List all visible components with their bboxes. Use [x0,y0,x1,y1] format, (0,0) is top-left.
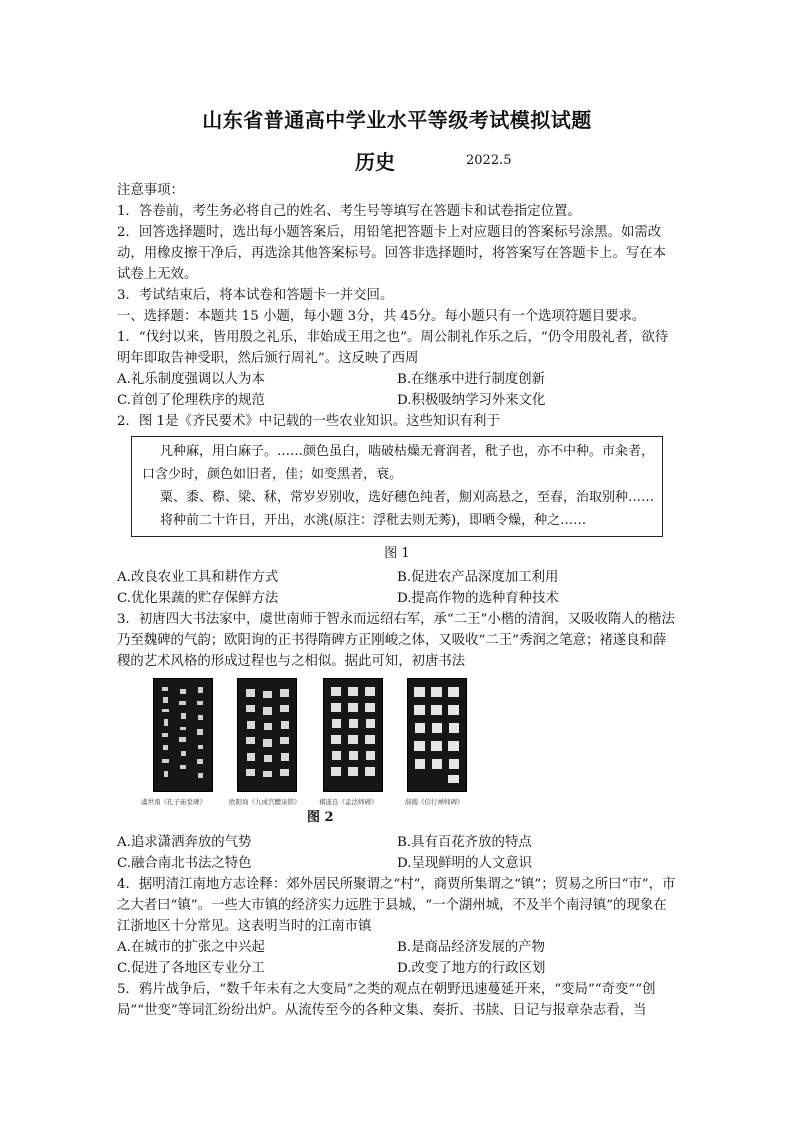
quote-line-2: 口含少时，颜色如旧者，佳；如变黑者，衰。 [142,467,403,482]
stele-caption-1: 虞世南《孔子庙堂碑》 [141,798,206,806]
question-3-option-b: B.具有百花齐放的特点 [397,835,532,850]
figure-1-quote-box [131,436,663,537]
question-3-options-row-2 [117,853,677,874]
question-2-option-b: B.促进农产品深度加工利用 [397,570,559,585]
question-1-option-d: D.积极吸纳学习外来文化 [397,393,546,408]
stele-caption-2: 欧阳询《九成宫醴泉铭》 [229,798,301,806]
quote-line-4: 将种前二十许日，开出，水洮(原注：浮秕去则无莠)，即晒令燥，种之…… [160,513,587,528]
question-2-options-row-1 [117,567,677,588]
figure-2-steles [117,678,677,806]
stele-image-4 [407,678,467,792]
question-1-option-c: C.首创了伦理秩序的规范 [117,393,265,408]
question-2-option-d: D.提高作物的选种育种技术 [397,591,559,606]
exam-title: 山东省普通高中学业水平等级考试模拟试题 [202,108,592,132]
quote-line-3: 粟、黍、穄、梁、秫，常岁岁别收，选好穗色纯者，劁刈高悬之，至春，治取别种…… [160,490,654,505]
exam-date: 2022.5 [466,153,512,168]
notice-item-1: 1．答卷前，考生务必将自己的姓名、考生号等填写在答题卡和试卷指定位置。 [117,204,581,219]
stele-image-2 [237,678,297,792]
figure-1-label: 图 1 [384,546,410,561]
notice-item-3: 3．考试结束后，将本试卷和答题卡一并交回。 [117,288,394,303]
notice-item-2: 2．回答选择题时，选出每小题答案后，用铅笔把答题卡上对应题目的答案标号涂黑。如需改动，用橡皮擦干净后，再选涂其他答案标号。回答非选择题时，将答案写在答题卡上。写在本试卷上无效。 [117,225,667,282]
subject-name: 历史 [355,150,395,174]
section-heading: 一、选择题：本题共 15 小题，每小题 3分，共 45分。每小题只有一个选项符题目要求。 [117,309,646,324]
question-2-option-c: C.优化果蔬的贮存保鲜方法 [117,591,279,606]
question-3-option-a: A.追求潇洒奔放的气势 [117,835,252,850]
question-5-stem: 5．鸦片战争后，“数千年未有之大变局”之类的观点在朝野迅速蔓延开来，“变局”“奇变”“创局”“世变”等词汇纷纷出炉。从流传至今的各种文集、奏折、书牍、日记与报章杂志看，当 [117,982,656,1018]
quote-line-1: 凡种麻，用白麻子。……颜色虽白，啮破枯燥无膏润者，秕子也，亦不中种。市籴者， [160,444,654,459]
question-1-options-row-2 [117,390,677,411]
stele-caption-3: 褚遂良《孟法师碑》 [319,798,378,806]
stele-image-1 [153,678,213,792]
question-4-options-row-2 [117,958,677,979]
question-1-option-a: A.礼乐制度强调以人为本 [117,372,265,387]
question-2-option-a: A.改良农业工具和耕作方式 [117,570,279,585]
question-4-stem: 4．据明清江南地方志诠释：郊外居民所聚谓之“村”，商贾所集谓之“镇”；贸易之所曰“市”，市之大者曰“镇”。一些大市镇的经济实力远胜于县城，“一个湖州城，不及半个南浔镇”的现象在江浙地区十分常见。这表明当时的江南市镇 [117,877,676,934]
question-4-options-row-1 [117,937,677,958]
question-2-stem: 2．图 1是《齐民要术》中记载的一些农业知识。这些知识有利于 [117,414,500,429]
question-3-option-d: D.呈现鲜明的人文意识 [397,856,533,871]
question-3-options-row-1 [117,832,677,853]
question-4-option-d: D.改变了地方的行政区划 [397,961,546,976]
question-2-options-row-2 [117,588,677,609]
question-1-stem: 1．“伐纣以来，皆用殷之礼乐，非始成王用之也”。周公制礼作乐之后，“仍令用殷礼者，欲待明年即取告神受职，然后颁行周礼”。这反映了西周 [117,330,669,366]
stele-image-3 [323,678,383,792]
question-4-option-a: A.在城市的扩张之中兴起 [117,940,265,955]
question-3-option-c: C.融合南北书法之特色 [117,856,252,871]
question-3-stem: 3．初唐四大书法家中，虞世南师于智永而远绍右军，承“二王”小楷的清润，又吸收隋人的楷法乃至魏碑的气韵；欧阳询的正书得隋碑方正刚峻之体，又吸收“二王”秀润之笔意；褚遂良和薛稷的艺术风格的形成过程也与之相似。据此可知，初唐书法 [117,612,675,669]
question-4-option-b: B.是商品经济发展的产物 [397,940,546,955]
stele-caption-4: 薛稷《信行禅师碑》 [405,798,464,806]
question-1-options-row-1 [117,369,677,390]
exam-content [117,180,677,1021]
subject-row [0,146,794,174]
question-1-option-b: B.在继承中进行制度创新 [397,372,546,387]
question-4-option-c: C.促进了各地区专业分工 [117,961,265,976]
notice-heading: 注意事项： [117,183,184,198]
figure-2-label: 图 2 [307,810,334,825]
